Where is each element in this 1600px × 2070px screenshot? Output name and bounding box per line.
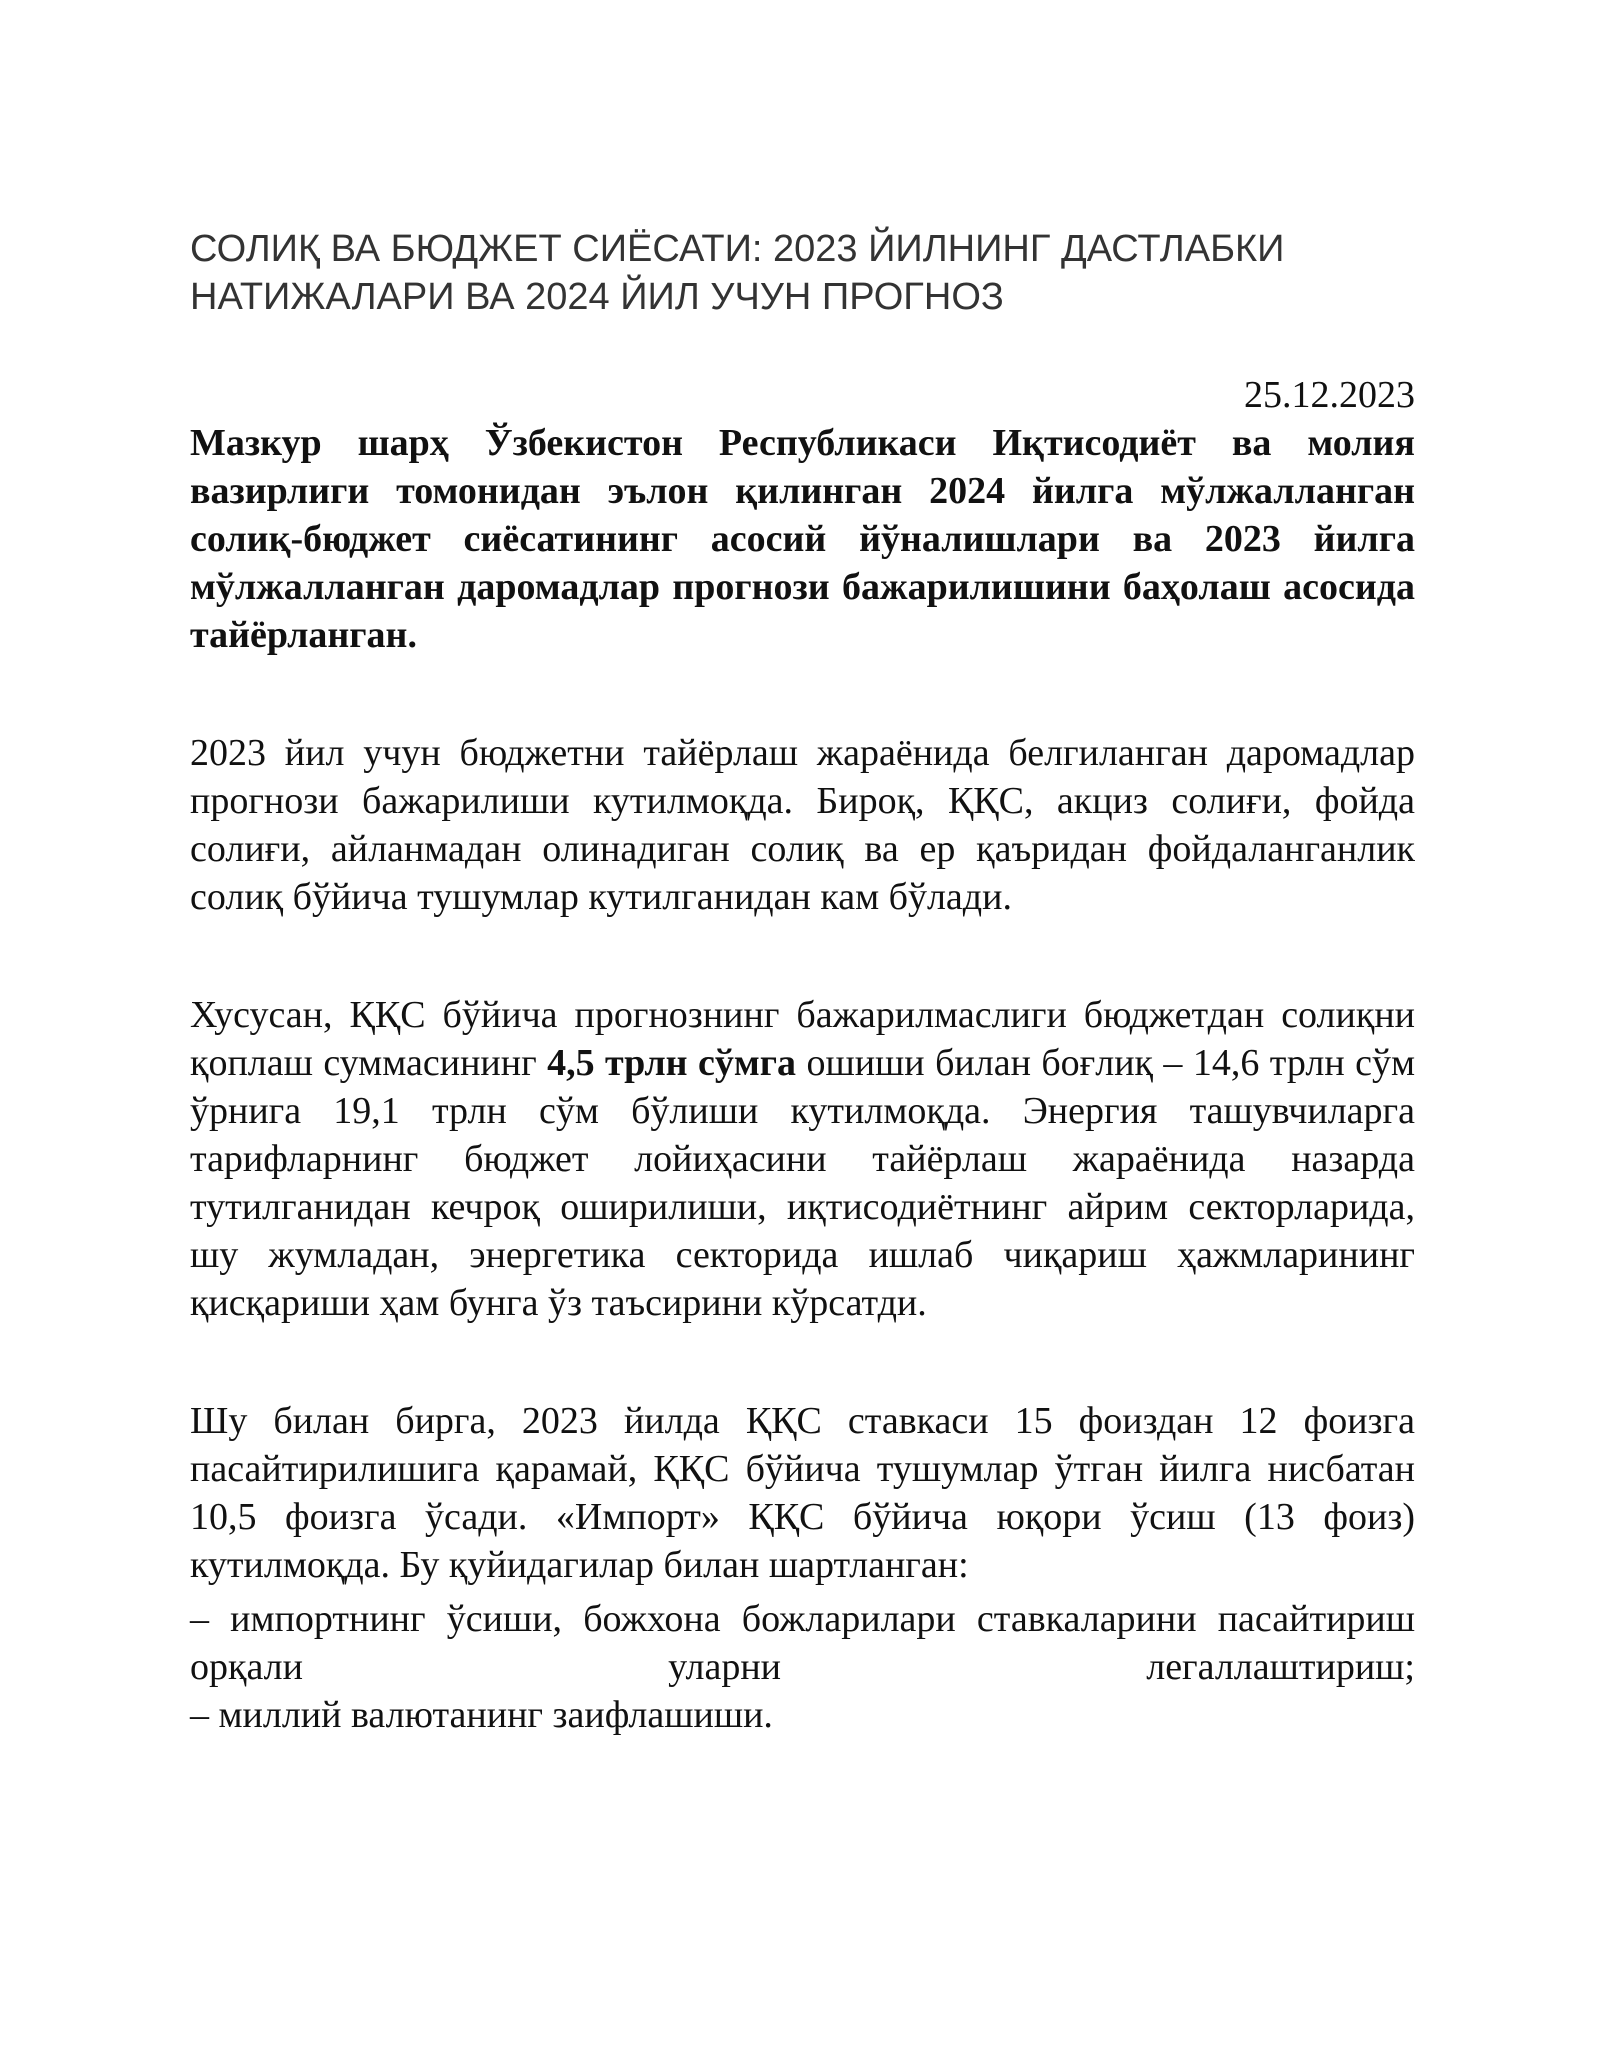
paragraph-2-text-start: Хусусан, ҚҚС бўйича прогнознинг бажарилмаслиги бюджетдан солиқни қоплаш суммасининг	[190, 994, 1415, 1084]
bullet-item-2: – миллий валютанинг заифлашиши.	[190, 1694, 773, 1736]
paragraph-2	[190, 991, 1415, 1327]
bullet-list	[190, 1595, 1415, 1739]
lead-paragraph: Мазкур шарҳ Ўзбекистон Республикаси Иқтисодиёт ва молия вазирлиги томонидан эълон қилинган 2024 йилга мўлжалланган солиқ-бюджет сиёсатининг асосий йўналишлари ва 2023 йилга мўлжалланган даромадлар прогнози бажарилишини баҳолаш асосида тайёрланган.	[190, 422, 1415, 656]
document-page	[190, 225, 1415, 1739]
document-title	[190, 225, 1415, 321]
title-line-1: СОЛИҚ ВА БЮДЖЕТ СИЁСАТИ: 2023 ЙИЛНИНГ ДАСТЛАБКИ	[190, 228, 1285, 270]
paragraph-3: Шу билан бирга, 2023 йилда ҚҚС ставкаси 15 фоиздан 12 фоизга пасайтирилишига қарамай, ҚҚС бўйича тушумлар ўтган йилга нисбатан 10,5 фоизга ўсади. «Импорт» ҚҚС бўйича юқори ўсиш (13 фоиз) кутилмоқда. Бу қуйидагилар билан шартланган:	[190, 1400, 1415, 1586]
paragraph-2-highlight: 4,5 трлн сўмга	[547, 1042, 797, 1084]
paragraph-1: 2023 йил учун бюджетни тайёрлаш жараёнида белгиланган даромадлар прогнози бажарилиши кутилмоқда. Бироқ, ҚҚС, акциз солиғи, фойда солиғи, айланмадан олинадиган солиқ ва ер қаъридан фойдаланганлик солиқ бўйича тушумлар кутилганидан кам бўлади.	[190, 732, 1415, 918]
bullet-item-1: – импортнинг ўсиши, божхона божларилари ставкаларини пасайтириш орқали уларни легаллаштириш;	[190, 1598, 1415, 1688]
document-date: 25.12.2023	[1244, 374, 1415, 416]
title-line-2: НАТИЖАЛАРИ ВА 2024 ЙИЛ УЧУН ПРОГНОЗ	[190, 276, 1004, 318]
paragraph-2-text-end: ошиши билан боғлиқ – 14,6 трлн сўм ўрнига 19,1 трлн сўм бўлиши кутилмоқда. Энергия ташувчиларга тарифларнинг бюджет лойиҳасини тайёрлаш жараёнида назарда тутилганидан кечроқ оширилиши, иқтисодиётнинг айрим секторларида, шу жумладан, энергетика секторида ишлаб чиқариш ҳажмларининг қисқариши ҳам бунга ўз таъсирини кўрсатди.	[190, 1042, 1415, 1324]
